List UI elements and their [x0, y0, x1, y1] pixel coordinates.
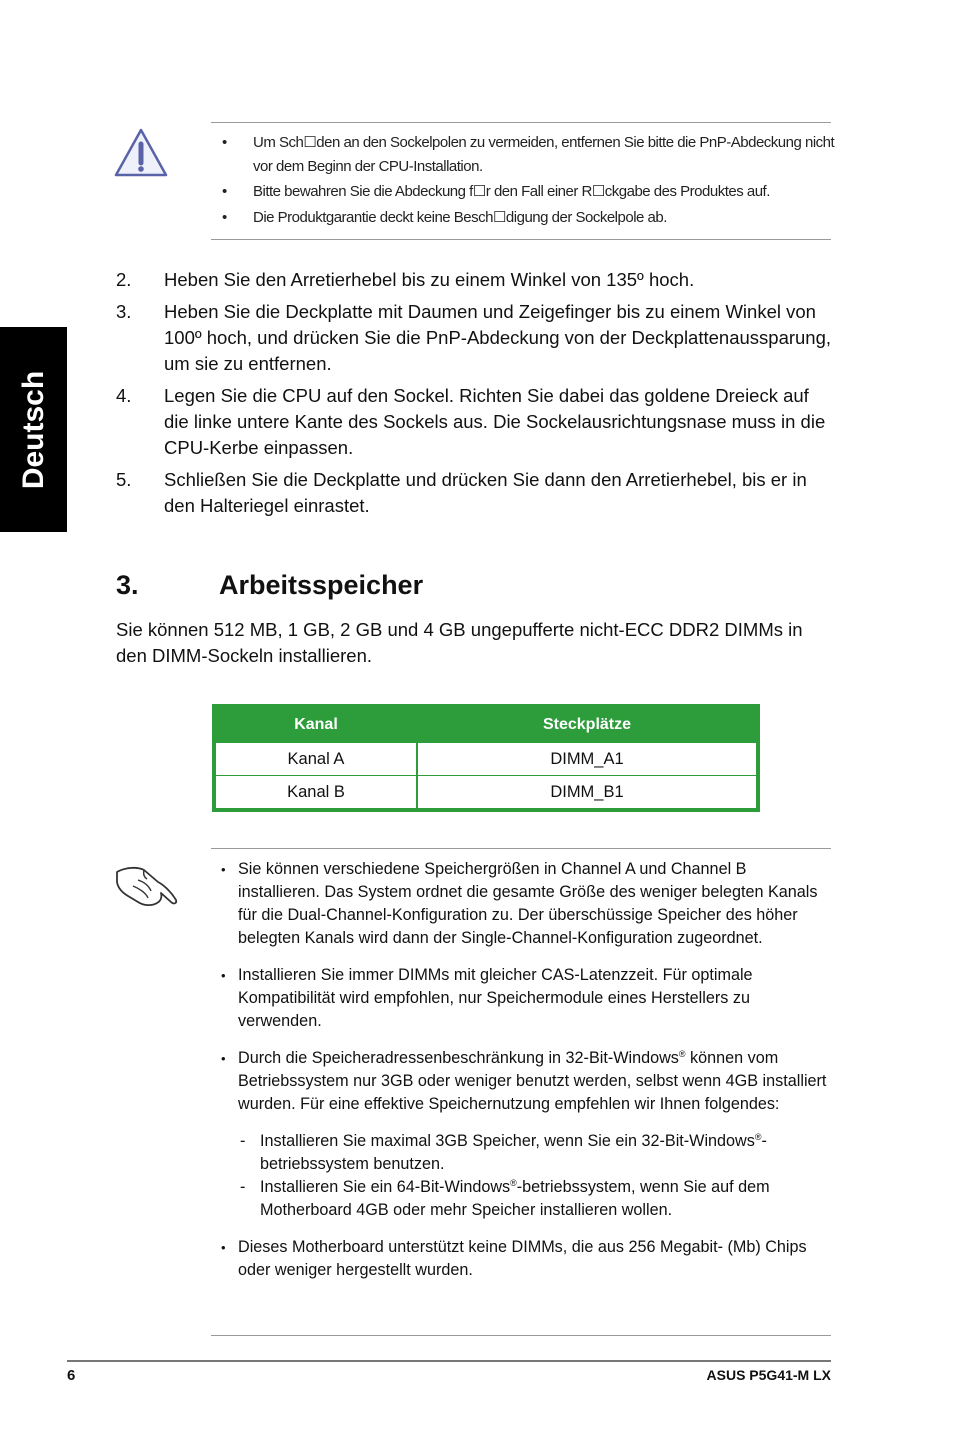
- warning-top-rule: [211, 122, 831, 123]
- section-title: Arbeitsspeicher: [219, 570, 424, 600]
- note-sub-item: [238, 1130, 828, 1176]
- note-bottom-rule: [211, 1335, 831, 1336]
- warning-item: • Die Produktgarantie deckt keine Besch☐digung der Sockelpole ab.: [218, 206, 838, 230]
- pointing-hand-icon: [114, 862, 180, 908]
- note-sub-list: [238, 1130, 828, 1222]
- language-label: Deutsch: [16, 370, 50, 489]
- note-sub-text: Installieren Sie ein 64-Bit-Windows: [260, 1178, 511, 1196]
- note-item: [218, 1047, 828, 1222]
- installation-steps: [116, 267, 832, 525]
- warning-item: • Um Sch☐den an den Sockelpolen zu vermeiden, entfernen Sie bitte die PnP-Abdeckung nicht vor dem Beginn der CPU-Installation.: [218, 131, 838, 178]
- table-cell-slot: DIMM_B1: [417, 776, 758, 811]
- step-number: 2.: [116, 269, 132, 290]
- section-intro: Sie können 512 MB, 1 GB, 2 GB und 4 GB ungepufferte nicht-ECC DDR2 DIMMs in den DIMM-Sockeln installieren.: [116, 619, 803, 666]
- warning-list: [218, 131, 838, 229]
- note-item: [218, 1236, 828, 1282]
- note-item: [218, 964, 828, 1033]
- table-header-row: [214, 706, 758, 743]
- step-text: Legen Sie die CPU auf den Sockel. Richten Sie dabei das goldene Dreieck auf die linke untere Kante des Sockels aus. Die Sockelausrichtungsnase muss in die CPU-Kerbe einpassen.: [164, 385, 826, 458]
- step-number: 5.: [116, 469, 132, 490]
- note-text: Dieses Motherboard unterstützt keine DIMMs, die aus 256 Megabit- (Mb) Chips oder weniger hergestellt wurden.: [238, 1238, 807, 1279]
- step-number: 3.: [116, 301, 132, 322]
- table-cell-channel: Kanal A: [214, 743, 417, 776]
- step-item: [116, 299, 832, 377]
- warning-item: • Bitte bewahren Sie die Abdeckung f☐r den Fall einer R☐ckgabe des Produktes auf.: [218, 180, 838, 204]
- step-text: Heben Sie die Deckplatte mit Daumen und Zeigefinger bis zu einem Winkel von 100º hoch, und drücken Sie die PnP-Abdeckung von der Deckplattenaussparung, um sie zu entfernen.: [164, 301, 832, 374]
- language-side-tab: [0, 327, 67, 532]
- note-text: können vom Betriebssystem nur 3GB oder weniger benutzt werden, selbst wenn 4GB installiert wurden. Für eine effektive Speichernutzung empfehlen wir Ihnen folgendes:: [238, 1049, 827, 1113]
- registered-mark: ®: [510, 1178, 517, 1188]
- step-item: [116, 467, 832, 519]
- step-number: 4.: [116, 385, 132, 406]
- note-list: [218, 858, 828, 1296]
- note-sub-item: [238, 1176, 828, 1222]
- note-text: Sie können verschiedene Speichergrößen in Channel A und Channel B installieren. Das System ordnet die gesamte Größe des weniger belegten Kanals für die Dual-Channel-Konfiguration zu. Der überschüssige Speicher des höher belegten Kanals wird dann der Single-Channel-Konfiguration zugeordnet.: [238, 860, 818, 947]
- table-row: [214, 743, 758, 776]
- note-sub-text: Installieren Sie maximal 3GB Speicher, wenn Sie ein 32-Bit-Windows: [260, 1132, 755, 1150]
- registered-mark: ®: [754, 1132, 762, 1142]
- table-cell-channel: Kanal B: [214, 776, 417, 811]
- section-number: 3.: [116, 570, 139, 600]
- step-item: [116, 267, 832, 293]
- step-text: Heben Sie den Arretierhebel bis zu einem Winkel von 135º hoch.: [164, 269, 695, 290]
- warning-bottom-rule: [211, 239, 831, 240]
- page-number: 6: [67, 1367, 76, 1384]
- note-sub-text: -betriebssystem benutzen.: [260, 1132, 767, 1173]
- step-text: Schließen Sie die Deckplatte und drücken Sie dann den Arretierhebel, bis er in den Halteriegel einrastet.: [164, 469, 807, 516]
- note-top-rule: [211, 848, 831, 849]
- table-header-slots: Steckplätze: [417, 706, 758, 743]
- product-name: ASUS P5G41-M LX: [706, 1367, 831, 1383]
- warning-triangle-icon: [113, 127, 169, 179]
- note-sub-text: -betriebssystem, wenn Sie auf dem Motherboard 4GB oder mehr Speicher installieren wollen.: [260, 1178, 770, 1219]
- table-header-channel: Kanal: [214, 706, 417, 743]
- step-item: [116, 383, 832, 461]
- note-text: Durch die Speicheradressenbeschränkung in 32-Bit-Windows: [238, 1049, 679, 1067]
- table-cell-slot: DIMM_A1: [417, 743, 758, 776]
- note-item: [218, 858, 828, 950]
- footer-rule: [67, 1360, 831, 1362]
- note-text: Installieren Sie immer DIMMs mit gleicher CAS-Latenzzeit. Für optimale Kompatibilität wird empfohlen, nur Speichermodule eines Herstellers zu verwenden.: [238, 966, 753, 1030]
- registered-mark: ®: [678, 1049, 686, 1059]
- table-row: [214, 776, 758, 811]
- dimm-channel-table: [212, 704, 760, 812]
